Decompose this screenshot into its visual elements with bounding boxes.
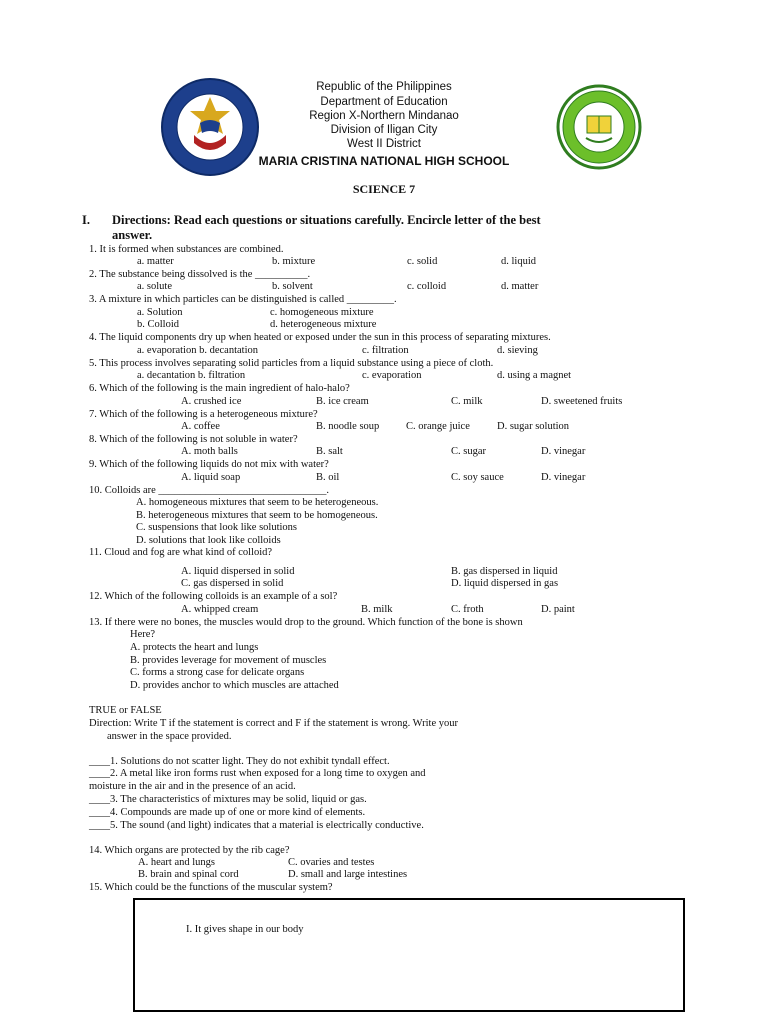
q14-choice-a: A. heart and lungs xyxy=(138,857,215,868)
q2-choice-d: d. matter xyxy=(501,281,539,292)
question-14: 14. Which organs are protected by the rib cage? xyxy=(89,845,290,856)
tf-item-2-cont: moisture in the air and in the presence of an acid. xyxy=(89,781,296,792)
q10-choice-a: A. homogeneous mixtures that seem to be heterogeneous. xyxy=(136,497,379,508)
true-false-direction-cont: answer in the space provided. xyxy=(107,731,232,742)
header-line-2: Department of Education xyxy=(320,96,448,108)
q6-choice-a: A. crushed ice xyxy=(181,396,242,407)
question-7: 7. Which of the following is a heterogeneous mixture? xyxy=(89,409,318,420)
section-numeral: I. xyxy=(82,213,90,227)
question-11: 11. Cloud and fog are what kind of colloid? xyxy=(89,547,273,558)
question-3: 3. A mixture in which particles can be distinguished is called _________. xyxy=(89,294,397,305)
question-13: 13. If there were no bones, the muscles would drop to the ground. Which function of the bone is shown xyxy=(89,617,523,628)
q13-choice-c: C. forms a strong case for delicate organs xyxy=(130,667,305,678)
header-line-1: Republic of the Philippines xyxy=(316,81,452,93)
q14-choice-d: D. small and large intestines xyxy=(288,869,408,880)
q7-choice-a: A. coffee xyxy=(181,421,220,432)
tf-item-3: ____3. The characteristics of mixtures may be solid, liquid or gas. xyxy=(89,794,367,805)
q5-choice-d: d. using a magnet xyxy=(497,370,572,381)
question-8: 8. Which of the following is not soluble in water? xyxy=(89,434,298,445)
q5-choice-c: c. evaporation xyxy=(362,370,422,381)
q11-choice-c: C. gas dispersed in solid xyxy=(181,578,284,589)
question-5: 5. This process involves separating solid particles from a liquid substance using a piece of cloth. xyxy=(89,358,494,369)
header-line-5: West II District xyxy=(347,138,421,150)
q4-choice-d: d. sieving xyxy=(497,345,538,356)
question-4: 4. The liquid components dry up when heated or exposed under the sun in this process of separating mixtures. xyxy=(89,332,551,343)
q12-choice-d: D. paint xyxy=(541,604,575,615)
q6-choice-d: D. sweetened fruits xyxy=(541,396,623,407)
true-false-title: TRUE or FALSE xyxy=(89,705,162,716)
q14-choice-b: B. brain and spinal cord xyxy=(138,869,239,880)
directions-cont: answer. xyxy=(112,228,153,242)
q1-choice-b: b. mixture xyxy=(272,256,316,267)
q10-choice-c: C. suspensions that look like solutions xyxy=(136,522,298,533)
question-12: 12. Which of the following colloids is an example of a sol? xyxy=(89,591,338,602)
q12-choice-c: C. froth xyxy=(451,604,484,615)
q15-box-item: I. It gives shape in our body xyxy=(186,924,304,935)
tf-item-2: ____2. A metal like iron forms rust when exposed for a long time to oxygen and xyxy=(89,768,426,779)
q9-choice-d: D. vinegar xyxy=(541,472,586,483)
header-line-4: Division of Iligan City xyxy=(330,124,438,136)
q12-choice-a: A. whipped cream xyxy=(181,604,259,615)
q9-choice-a: A. liquid soap xyxy=(181,472,241,483)
true-false-direction: Direction: Write T if the statement is correct and F if the statement is wrong. Write your xyxy=(89,718,458,729)
q14-choice-c: C. ovaries and testes xyxy=(288,857,375,868)
q15-answer-box xyxy=(133,898,685,1012)
q8-choice-c: C. sugar xyxy=(451,446,486,457)
q1-choice-c: c. solid xyxy=(407,256,438,267)
q5-choice-ab: a. decantation b. filtration xyxy=(137,370,246,381)
question-13-cont: Here? xyxy=(130,629,156,640)
subject-title: SCIENCE 7 xyxy=(352,182,416,196)
q10-choice-d: D. solutions that look like colloids xyxy=(136,535,281,546)
q9-choice-b: B. oil xyxy=(316,472,340,483)
header-line-3: Region X-Northern Mindanao xyxy=(309,110,459,122)
question-1: 1. It is formed when substances are combined. xyxy=(89,244,284,255)
q1-choice-d: d. liquid xyxy=(501,256,537,267)
tf-item-5: ____5. The sound (and light) indicates that a material is electrically conductive. xyxy=(89,820,424,831)
q3-choice-d: d. heterogeneous mixture xyxy=(270,319,377,330)
tf-item-1: ____1. Solutions do not scatter light. They do not exhibit tyndall effect. xyxy=(89,756,390,767)
q13-choice-d: D. provides anchor to which muscles are attached xyxy=(130,680,339,691)
question-2: 2. The substance being dissolved is the __________. xyxy=(89,269,311,280)
q6-choice-b: B. ice cream xyxy=(316,396,369,407)
q8-choice-b: B. salt xyxy=(316,446,343,457)
q12-choice-b: B. milk xyxy=(361,604,393,615)
q3-choice-b: b. Colloid xyxy=(137,319,180,330)
q2-choice-c: c. colloid xyxy=(407,281,447,292)
school-name: MARIA CRISTINA NATIONAL HIGH SCHOOL xyxy=(258,154,510,168)
tf-item-4: ____4. Compounds are made up of one or more kind of elements. xyxy=(89,807,366,818)
q8-choice-a: A. moth balls xyxy=(181,446,238,457)
q3-choice-c: c. homogeneous mixture xyxy=(270,307,374,318)
question-10: 10. Colloids are ________________________________. xyxy=(89,485,330,496)
q2-choice-a: a. solute xyxy=(137,281,172,292)
q11-choice-b: B. gas dispersed in liquid xyxy=(451,566,558,577)
q8-choice-d: D. vinegar xyxy=(541,446,586,457)
q4-choice-ab: a. evaporation b. decantation xyxy=(137,345,258,356)
question-6: 6. Which of the following is the main ingredient of halo-halo? xyxy=(89,383,350,394)
q4-choice-c: c. filtration xyxy=(362,345,409,356)
q13-choice-a: A. protects the heart and lungs xyxy=(130,642,259,653)
directions: Directions: Read each questions or situations carefully. Encircle letter of the best xyxy=(112,213,541,227)
q7-choice-b: B. noodle soup xyxy=(316,421,380,432)
q10-choice-b: B. heterogeneous mixtures that seem to be homogeneous. xyxy=(136,510,378,521)
question-15: 15. Which could be the functions of the muscular system? xyxy=(89,882,333,893)
q7-choice-d: D. sugar solution xyxy=(497,421,570,432)
q3-choice-a: a. Solution xyxy=(137,307,183,318)
question-9: 9. Which of the following liquids do not mix with water? xyxy=(89,459,329,470)
q9-choice-c: C. soy sauce xyxy=(451,472,504,483)
q1-choice-a: a. matter xyxy=(137,256,174,267)
q11-choice-a: A. liquid dispersed in solid xyxy=(181,566,295,577)
q6-choice-c: C. milk xyxy=(451,396,483,407)
q11-choice-d: D. liquid dispersed in gas xyxy=(451,578,559,589)
q2-choice-b: b. solvent xyxy=(272,281,313,292)
q7-choice-c: C. orange juice xyxy=(406,421,470,432)
q13-choice-b: B. provides leverage for movement of muscles xyxy=(130,655,327,666)
